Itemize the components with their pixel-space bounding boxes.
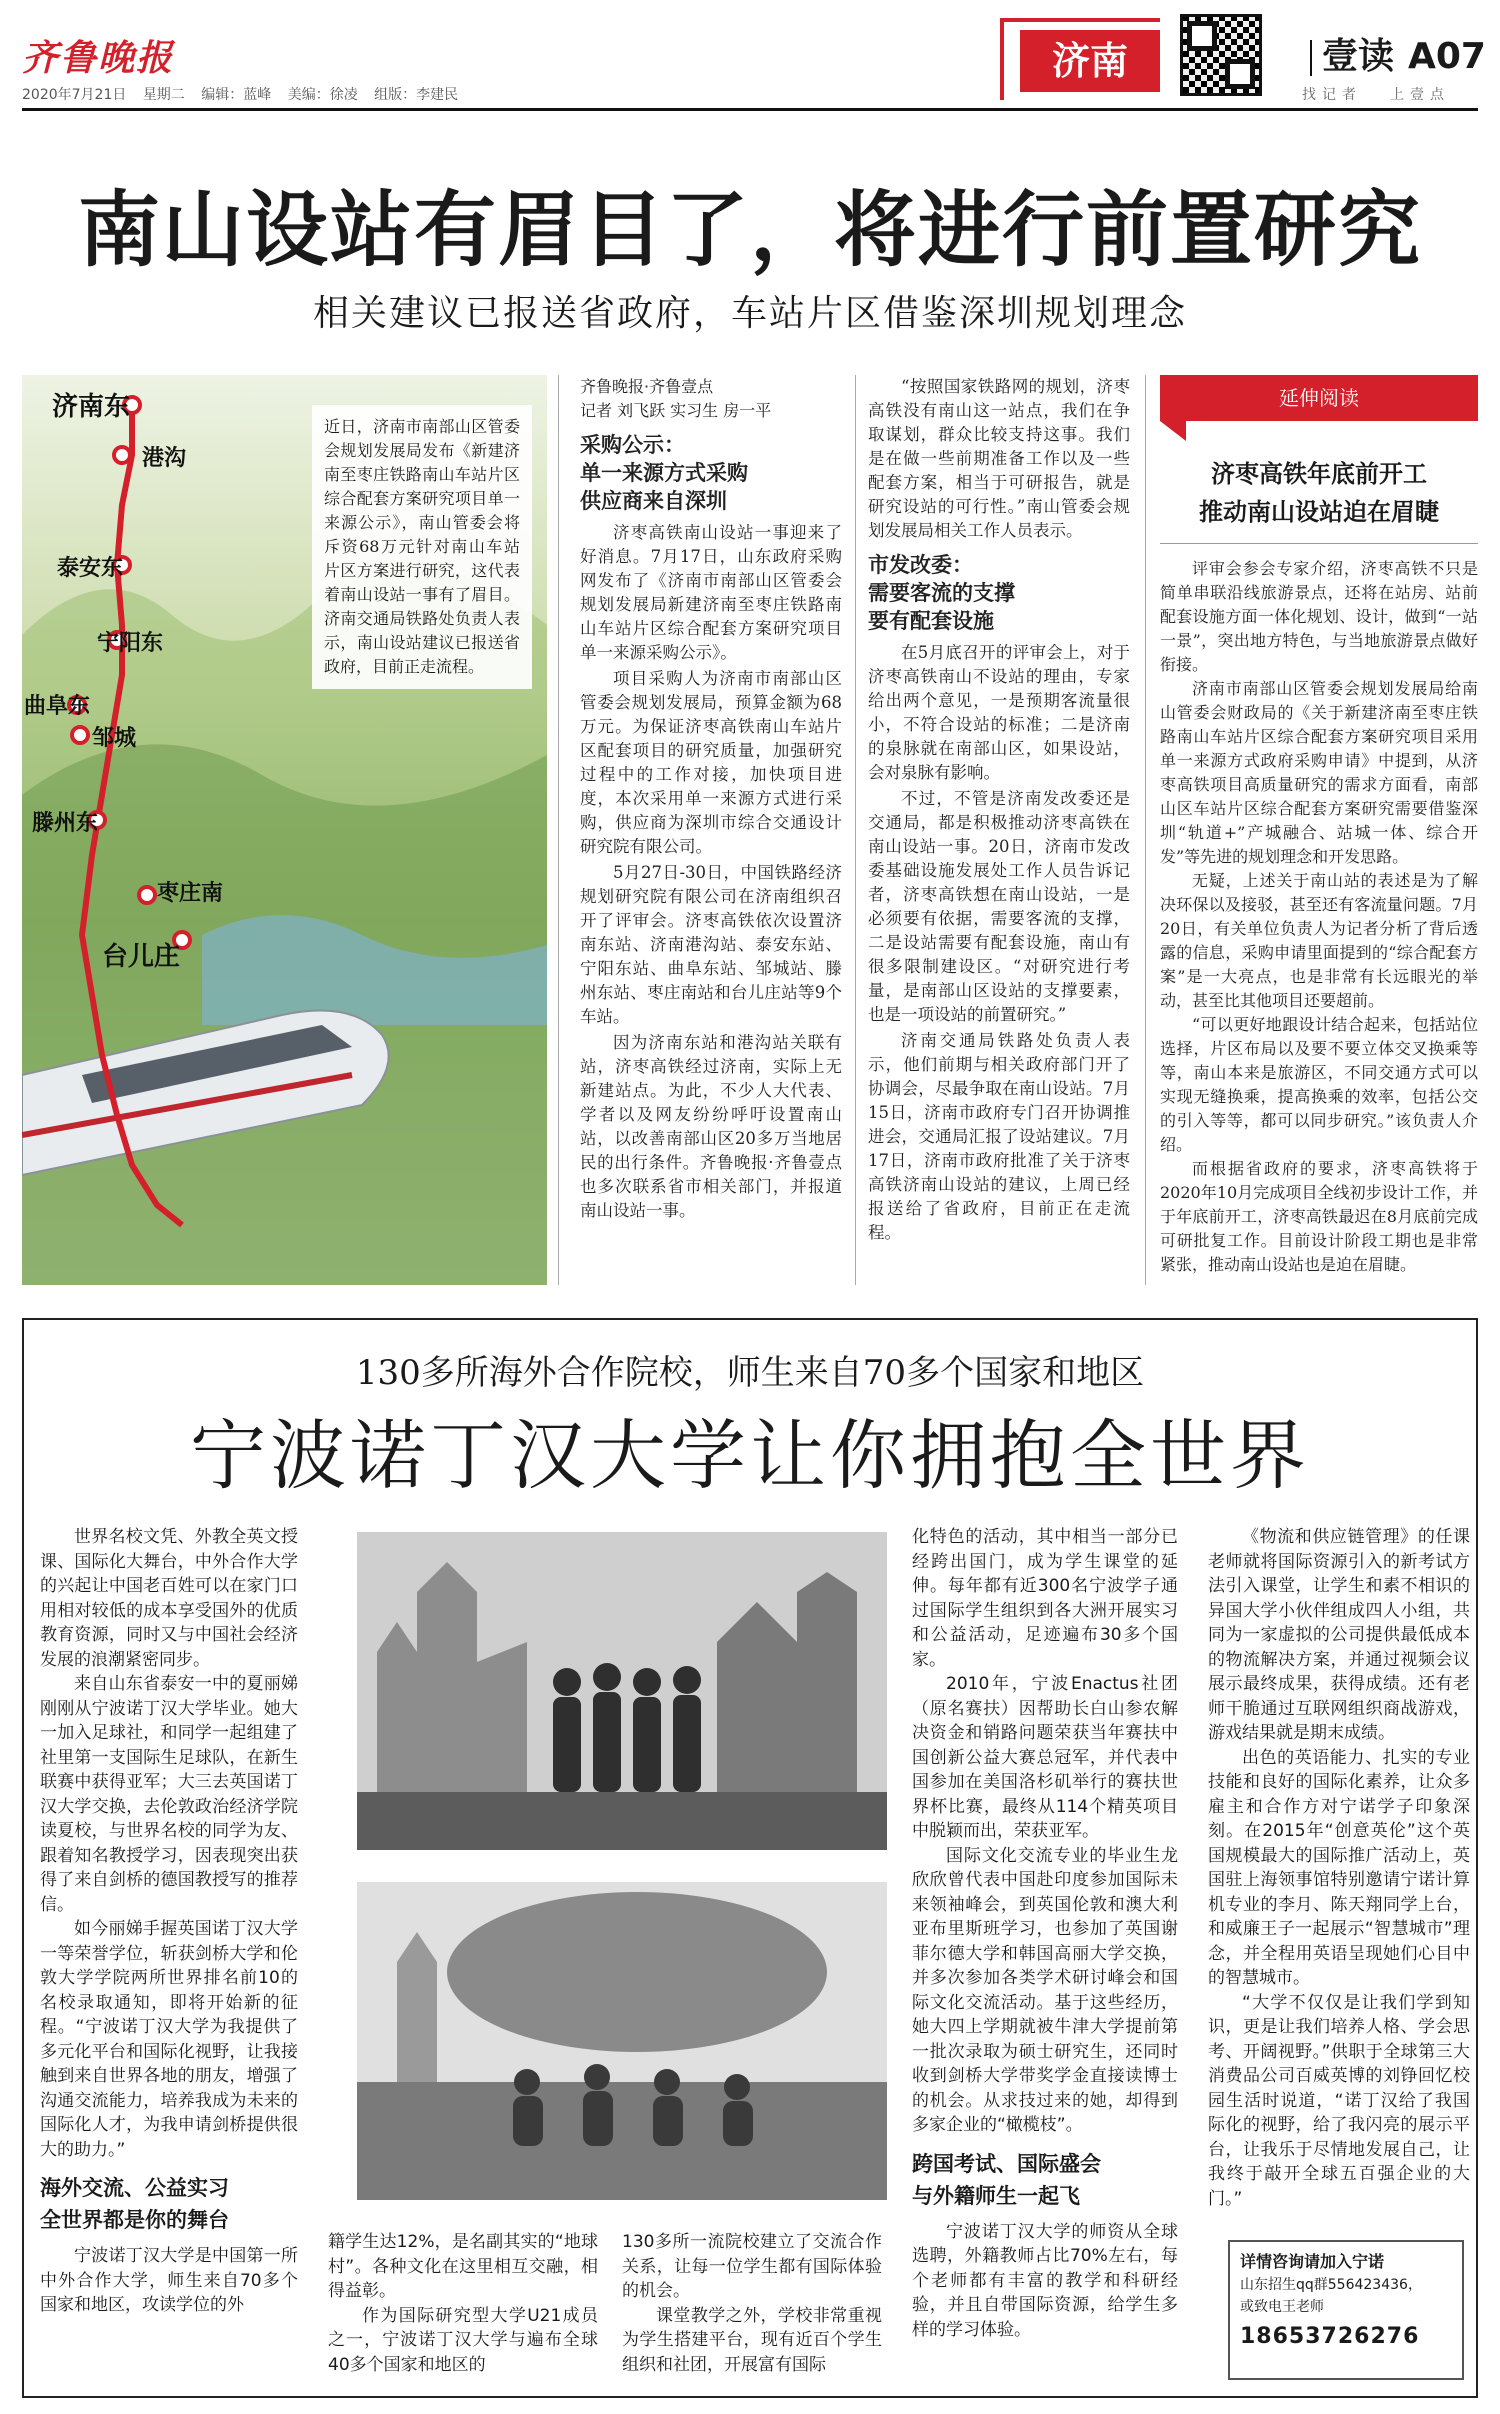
byline-reporters: 记者 刘飞跃 实习生 房一平 bbox=[580, 401, 772, 420]
section-heading-line: 需要客流的支撑 bbox=[868, 581, 1015, 605]
masthead-rule bbox=[22, 108, 1478, 111]
qr-code-icon[interactable] bbox=[1180, 14, 1262, 96]
person-body-icon bbox=[653, 2096, 683, 2146]
column-rule bbox=[1145, 375, 1146, 1285]
paragraph: 《物流和供应链管理》的任课老师就将国际资源引入的新考试方法引入课堂，让学生和素不相识的异国大学小伙伴组成四人小组，共同为一家虚拟的公司提供最低成本的物流解决方案，并通过视频会议展示最终成果，获得成绩。还有老师干脆通过互联网组织商战游戏，游戏结果就是期末成绩。 bbox=[1208, 1527, 1470, 1743]
section-heading-line: 供应商来自深圳 bbox=[580, 489, 727, 513]
station-label-zoucheng: 邹城 bbox=[92, 726, 137, 751]
station-label-taierzhuang: 台儿庄 bbox=[102, 942, 181, 972]
sidebar-rule bbox=[1160, 543, 1478, 544]
paragraph-continuation: 130多所一流院校建立了交流合作关系，让每一位学生都有国际体验的机会。 bbox=[622, 2232, 882, 2301]
tree-canopy-icon bbox=[447, 1892, 827, 2052]
paragraph: “可以更好地跟设计结合起来，包括站位选择，片区布局以及要不要立体交叉换乘等等，南山本来是旅游区，不同交通方式可以实现无缝换乘，提高换乘的效率，包括公交的引入等等，都可以同步研究。”该负责人介绍。 bbox=[1160, 1015, 1478, 1154]
paragraph: 济南交通局铁路处负责人表示，他们前期与相关政府部门开了协调会，尽最争取在南山设站。7月15日，济南市政府专门召开协调推进会，交通局汇报了设站建议。7月17日，济南市政府批准了关于济枣高铁济南山设站的建议，上周已经报送给了省政府，目前正在走流程。 bbox=[868, 1031, 1130, 1242]
lead-story-column-2 bbox=[868, 375, 1130, 1295]
clock-tower-icon bbox=[397, 1932, 437, 2082]
lead-headline: 南山设站有眉目了，将进行前置研究 bbox=[77, 183, 1422, 278]
advertorial-column-1 bbox=[40, 1525, 298, 2385]
column-rule bbox=[558, 375, 559, 1285]
page-tagline bbox=[1302, 84, 1478, 104]
advertorial-subheading-line: 与外籍师生一起飞 bbox=[912, 2183, 1080, 2208]
paragraph: 在5月底召开的评审会上，对于济枣高铁南山不设站的理由，专家给出两个意见，一是预期客流量很小，不符合设站的标准；二是济南的泉脉就在南部山区，如果设站，会对泉脉有影响。 bbox=[868, 643, 1130, 782]
campus-photo-students-lawn bbox=[357, 1882, 887, 2200]
person-body-icon bbox=[723, 2101, 753, 2146]
paragraph: 作为国际研究型大学U21成员之一，宁波诺丁汉大学与遍布全球40多个国家和地区的 bbox=[328, 2305, 598, 2375]
sidebar-body bbox=[1160, 557, 1478, 1277]
person-head-icon bbox=[584, 2064, 610, 2090]
section-heading-line: 单一来源方式采购 bbox=[580, 461, 748, 485]
page-number: A07 bbox=[1408, 36, 1486, 77]
person-body-icon bbox=[583, 2091, 613, 2146]
paragraph-continuation: 化特色的活动，其中相当一部分已经跨出国门，成为学生课堂的延伸。每年都有近300名宁波学子通过国际学生组织到各大洲开展实习和公益活动，足迹遍布30多个国家。 bbox=[912, 1527, 1178, 1670]
advertorial-column-4 bbox=[912, 1525, 1178, 2385]
contact-line: 详情咨询请加入宁诺 bbox=[1240, 2252, 1385, 2271]
layout-credit: 组版：李建民 bbox=[374, 87, 459, 103]
campus-photo-students-castle bbox=[357, 1532, 887, 1850]
art-credit: 美编：徐凌 bbox=[287, 87, 358, 103]
lead-story-column-1 bbox=[580, 375, 842, 1295]
advertorial-title: 宁波诺丁汉大学让你拥抱全世界 bbox=[190, 1411, 1310, 1500]
dateline bbox=[22, 84, 470, 104]
campus-photo-graphic bbox=[357, 1882, 887, 2200]
station-label-zaozhuangnan: 枣庄南 bbox=[157, 881, 224, 906]
page-label bbox=[1300, 28, 1486, 79]
person-body-icon bbox=[593, 1692, 621, 1792]
extended-reading-sidebar bbox=[1160, 375, 1478, 1295]
station-dot-zoucheng bbox=[72, 727, 88, 743]
station-label-ganggou: 港沟 bbox=[142, 446, 187, 471]
page-label-divider bbox=[1310, 40, 1312, 76]
section-heading-line: 市发改委： bbox=[868, 553, 973, 577]
station-dot-zaozhuangnan bbox=[139, 887, 155, 903]
paragraph: 评审会参会专家介绍，济枣高铁不只是简单串联沿线旅游景点，还将在站房、站前配套设施方面一体化规划、设计，做到“一站一景”，突出地方特色，与当地旅游景点做好衔接。 bbox=[1160, 559, 1478, 674]
person-head-icon bbox=[593, 1663, 621, 1691]
station-label-taiandong: 泰安东 bbox=[57, 556, 124, 581]
paragraph: “按照国家铁路网的规划，济枣高铁没有南山这一站点，我们在争取谋划，群众比较支持这事。我们是在做一些前期准备工作以及一些配套方案，相当于可研报告，就是研究设站的可行性。”南山管委会规划发展局相关工作人员表示。 bbox=[868, 377, 1130, 540]
person-body-icon bbox=[673, 1695, 701, 1792]
person-head-icon bbox=[553, 1668, 581, 1696]
paragraph: 出色的英语能力、扎实的专业技能和良好的国际化素养，让众多雇主和合作方对宁诺学子印象深刻。在2015年“创意英伦”这个英国规模最大的国际推广活动上，英国驻上海领事馆特别邀请宁诺计算机专业的李月、陈天翔同学上台，和威廉王子一起展示“智慧城市”理念，并全程用英语呈现她们心目中的智慧城市。 bbox=[1208, 1747, 1470, 1988]
paragraph: 如今丽娣手握英国诺丁汉大学一等荣誉学位，斩获剑桥大学和伦敦大学学院两所世界排名前10的名校录取通知，即将开始新的征程。“宁波诺丁汉大学为我提供了多元化平台和国际化视野，让我接触到来自世界各地的朋友，增强了沟通交流能力，培养我成为未来的国际化人才，为我申请剑桥提供很大的助力。” bbox=[40, 1919, 298, 2160]
advertorial-column-3 bbox=[622, 2230, 882, 2390]
campus-photo-graphic bbox=[357, 1532, 887, 1850]
station-label-jinandong: 济南东 bbox=[52, 392, 131, 422]
ground bbox=[357, 1792, 887, 1850]
byline-source: 齐鲁晚报·齐鲁壹点 bbox=[580, 377, 714, 396]
person-head-icon bbox=[633, 1668, 661, 1696]
lawn bbox=[357, 2082, 887, 2200]
lead-subheadline: 相关建议已报送省政府，车站片区借鉴深圳规划理念 bbox=[312, 293, 1187, 334]
section-heading-ndrc bbox=[868, 551, 1130, 635]
paragraph: 而根据省政府的要求，济枣高铁将于2020年10月完成项目全线初步设计工作，并于年底前开工，济枣高铁最迟在8月底前完成可研批复工作。目前设计阶段工期也是非常紧张，推动南山设站也是迫在眉睫。 bbox=[1160, 1159, 1478, 1274]
paragraph: 不过，不管是济南发改委还是交通局，都是积极推动济枣高铁在南山设站一事。20日，济南市发改委基础设施发展处工作人员告诉记者，济枣高铁想在南山设站，一是必须要有依据，需要客流的支撑，二是设站需要有配套设施，南山有很多限制建设区。“对研究进行考量，是南部山区设站的支撑要素，也是一项设站的前置研究。” bbox=[868, 789, 1130, 1024]
paragraph: 济枣高铁南山设站一事迎来了好消息。7月17日，山东政府采购网发布了《济南市南部山区管委会规划发展局新建济南至枣庄铁路南山车站片区综合配套方案研究项目单一来源采购公示》。 bbox=[580, 523, 842, 662]
section-tag: 济南 bbox=[1020, 30, 1160, 92]
contact-qq-group: 山东招生qq群556423436， bbox=[1240, 2277, 1422, 2293]
paragraph: 因为济南东站和港沟站关联有站，济枣高铁经过济南，实际上无新建站点。为此，不少人大代表、学者以及网友纷纷呼吁设置南山站，以改善南部山区20多万当地居民的出行条件。齐鲁晚报·齐鲁壹点也多次联系省市相关部门，并报道南山设站一事。 bbox=[580, 1033, 842, 1220]
person-head-icon bbox=[654, 2069, 680, 2095]
section-heading-line: 采购公示： bbox=[580, 433, 685, 457]
sidebar-headline bbox=[1160, 455, 1478, 531]
newspaper-brand: 齐鲁晚报 bbox=[22, 37, 175, 79]
contact-phone[interactable]: 18653726276 bbox=[1240, 2324, 1420, 2349]
issue-weekday: 星期二 bbox=[142, 87, 185, 103]
station-label-ningyangdong: 宁阳东 bbox=[97, 631, 164, 656]
tagline-find-reporter: 找记者 bbox=[1302, 87, 1362, 103]
extended-reading-banner: 延伸阅读 bbox=[1160, 375, 1478, 421]
masthead bbox=[0, 0, 1500, 125]
section-heading-procurement bbox=[580, 431, 842, 515]
paragraph: 项目采购人为济南市南部山区管委会规划发展局，预算金额为68万元。为保证济枣高铁南山车站片区配套项目的研究质量，加强研究过程中的工作对接，加快项目进度，本次采用单一来源方式进行采购，供应商为深圳市综合交通设计研究院有限公司。 bbox=[580, 669, 842, 856]
editor-credit: 编辑：蓝峰 bbox=[201, 87, 272, 103]
issue-date: 2020年7月21日 bbox=[22, 87, 127, 103]
advertorial-column-2 bbox=[328, 2230, 598, 2390]
station-label-qufudong: 曲阜东 bbox=[24, 694, 91, 719]
person-body-icon bbox=[633, 1697, 661, 1792]
paragraph: 济南市南部山区管委会规划发展局给南山管委会财政局的《关于新建济南至枣庄铁路南山车站片区综合配套方案研究项目采用单一来源方式政府采购申请》中提到，从济枣高铁项目高质量研究的需求方面看，南部山区车站片区综合配套方案研究需要借鉴深圳“轨道+”产城融合、站城一体、综合开发”等先进的规划理念和开发思路。 bbox=[1160, 679, 1478, 866]
map-intro-text: 近日，济南市南部山区管委会规划发展局发布《新建济南至枣庄铁路南山车站片区综合配套方案研究项目单一来源公示》，南山管委会将斥资68万元针对南山车站片区方案进行研究，这代表着南山设站一事有了眉目。济南交通局铁路处负责人表示，南山设站建议已报送省政府，目前正走流程。 bbox=[312, 405, 532, 689]
person-head-icon bbox=[724, 2074, 750, 2100]
page-name: 壹读 bbox=[1322, 36, 1395, 77]
paragraph: 国际文化交流专业的毕业生龙欣欣曾代表中国赴印度参加国际未来领袖峰会，到英国伦敦和澳大利亚布里斯班学习，也参加了英国谢菲尔德大学和韩国高丽大学交换，并多次参加各类学术研讨峰会和国际文化交流活动。基于这些经历，她大四上学期就被牛津大学提前第一批次录取为硕士研究生，还同时收到剑桥大学带奖学金直接读博士的机会。从求技过来的她，却得到多家企业的“橄榄枝”。 bbox=[912, 1845, 1178, 2135]
advertorial-subheading-line: 海外交流、公益实习 bbox=[40, 2176, 229, 2200]
paragraph: 课堂教学之外，学校非常重视为学生搭建平台，现有近百个学生组织和社团，开展富有国际 bbox=[622, 2305, 882, 2375]
person-head-icon bbox=[673, 1666, 701, 1694]
paragraph: 5月27日-30日，中国铁路经济规划研究院有限公司在济南组织召开了评审会。济枣高铁依次设置济南东站、济南港沟站、泰安东站、宁阳东站、曲阜东站、邹城站、滕州东站、枣庄南站和台儿庄站等9个车站。 bbox=[580, 863, 842, 1026]
station-label-tengzhoudong: 滕州东 bbox=[32, 811, 99, 836]
section-heading-line: 要有配套设施 bbox=[868, 609, 994, 633]
person-head-icon bbox=[514, 2069, 540, 2095]
advertorial-subheading bbox=[912, 2148, 1178, 2212]
paragraph: “大学不仅仅是让我们学到知识，更是让我们培养人格、学会思考、开阔视野。”供职于全球第三大消费品公司百威英博的刘铮回忆校园生活时说道，“诺丁汉给了我国际化的视野，给了我闪亮的展示平台，让我乐于尽情地发展自己，让我终于敲开全球五百强企业的大门。” bbox=[1208, 1992, 1470, 2209]
paragraph: 世界名校文凭、外教全英文授课、国际化大舞台，中外合作大学的兴起让中国老百姓可以在家门口用相对较低的成本享受国外的优质教育资源，同时又与中国社会经济发展的浪潮紧密同步。 bbox=[40, 1527, 298, 1670]
sidebar-headline-line: 推动南山设站迫在眉睫 bbox=[1199, 498, 1439, 526]
paragraph-continuation: 籍学生达12%，是名副其实的“地球村”。各种文化在这里相互交融，相得益彰。 bbox=[328, 2232, 598, 2301]
advertorial-column-5 bbox=[1208, 1525, 1470, 2225]
sidebar-headline-line: 济枣高铁年底前开工 bbox=[1211, 460, 1427, 488]
person-body-icon bbox=[553, 1697, 581, 1792]
station-dot-ganggou bbox=[114, 447, 130, 463]
railway-route-map bbox=[22, 375, 547, 1285]
tagline-app: 上壹点 bbox=[1390, 87, 1450, 103]
contact-line: 或致电王老师 bbox=[1240, 2299, 1324, 2315]
column-rule bbox=[855, 375, 856, 1285]
advertorial-subheading-line: 全世界都是你的舞台 bbox=[40, 2208, 229, 2232]
paragraph: 无疑，上述关于南山站的表述是为了解决环保以及接驳，甚至还有客流量问题。7月20日，有关单位负责人为记者分析了背后透露的信息，采购申请里面提到的“综合配套方案”是一大亮点，也是非常有长远眼光的举动，甚至比其他项目还要超前。 bbox=[1160, 871, 1478, 1010]
paragraph: 宁波诺丁汉大学是中国第一所中外合作大学，师生来自70多个国家和地区，攻读学位的外 bbox=[40, 2246, 298, 2315]
advertorial-subheading-line: 跨国考试、国际盛会 bbox=[912, 2151, 1101, 2176]
person-body-icon bbox=[513, 2096, 543, 2146]
advertorial-subheading bbox=[40, 2172, 298, 2236]
paragraph: 宁波诺丁汉大学的师资从全球选聘，外籍教师占比70%左右，每个老师都有丰富的教学和科研经验，并且自带国际资源，给学生多样的学习体验。 bbox=[912, 2221, 1178, 2340]
advertorial-pre-title: 130多所海外合作院校，师生来自70多个国家和地区 bbox=[355, 1353, 1145, 1393]
paragraph: 来自山东省泰安一中的夏丽娣刚刚从宁波诺丁汉大学毕业。她大一加入足球社，和同学一起组建了社里第一支国际生足球队，在新生联赛中获得亚军；大三去英国诺丁汉大学交换，去伦敦政治经济学院读夏校，与世界名校的同学为友、跟着知名教授学习，因表现突出获得了来自剑桥的德国教授写的推荐信。 bbox=[40, 1674, 298, 1915]
contact-box bbox=[1228, 2240, 1464, 2380]
paragraph: 2010年，宁波Enactus社团（原名赛扶）因帮助长白山参农解决资金和销路问题荣获当年赛扶中国创新公益大赛总冠军，并代表中国参加在美国洛杉矶举行的赛扶世界杯比赛，最终从114个精英项目中脱颖而出，荣获亚军。 bbox=[912, 1674, 1178, 1841]
